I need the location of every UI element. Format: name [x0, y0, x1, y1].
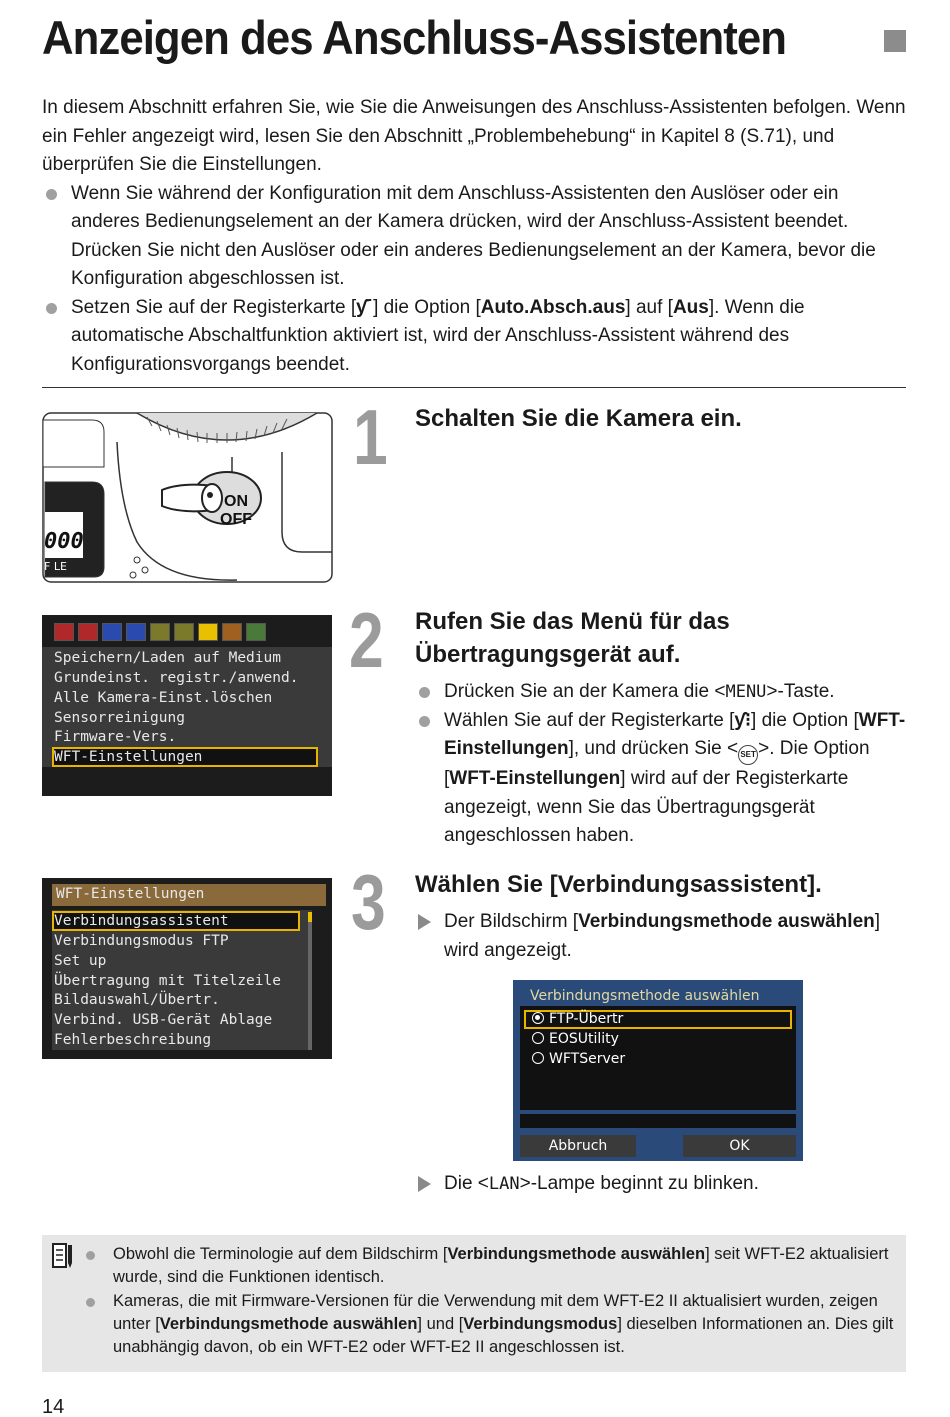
- note-icon: [50, 1241, 76, 1271]
- text: Obwohl die Terminologie auf dem Bildschirm [: [113, 1245, 448, 1263]
- screen-name: Verbindungsmodus: [463, 1314, 618, 1333]
- step-1-heading: Schalten Sie die Kamera ein.: [415, 405, 742, 432]
- option-label: EOSUtility: [549, 1031, 619, 1047]
- conn-option: [532, 1051, 625, 1067]
- ok-button: OK: [683, 1135, 796, 1157]
- text: ] die Option [: [373, 296, 481, 318]
- text: ] die Option [: [751, 709, 859, 731]
- lan-lamp-label: LAN: [488, 1174, 520, 1194]
- step-2-heading: [415, 605, 730, 671]
- conn-title: Verbindungsmethode auswählen: [530, 988, 760, 1004]
- menu-tab: [174, 623, 194, 641]
- step-3-body: [415, 908, 910, 965]
- page-number: 14: [42, 1396, 65, 1417]
- scrollbar-track: [308, 912, 312, 1050]
- step-3-result-2-block: [415, 1170, 910, 1199]
- step-2-body: [415, 678, 910, 851]
- note-bullet-1: [84, 1243, 896, 1290]
- menu-tab: [78, 623, 98, 641]
- step-3-heading: Wählen Sie [Verbindungsassistent].: [415, 871, 822, 898]
- wft-item: Set up: [54, 953, 107, 969]
- menu-tab-active: [198, 623, 218, 641]
- menu-item: Speichern/Laden auf Medium: [54, 650, 281, 666]
- wft-item-selected: Verbindungsassistent: [54, 913, 298, 929]
- step-2-bullet-1: [415, 678, 910, 707]
- illus-lcd-digits: 000: [44, 529, 84, 554]
- text: Kameras, die mit Firmware-Versionen für die Verwendung mit dem WFT-E2 II aktualisiert wurden, zeigen unter [: [113, 1291, 878, 1333]
- text: ] auf [: [625, 296, 673, 318]
- set-button-icon: SET: [738, 745, 758, 765]
- text: Die <: [444, 1173, 489, 1194]
- option-label: WFTServer: [549, 1051, 626, 1067]
- option-label: FTP-Übertr: [549, 1011, 624, 1027]
- menu-item: Alle Kamera-Einst.löschen: [54, 690, 273, 706]
- menu-tab: [246, 623, 266, 641]
- intro-paragraph: In diesem Abschnitt erfahren Sie, wie Sie die Anweisungen des Anschluss-Assistenten befolgen. Wenn ein Fehler angezeigt wird, lesen Sie den Abschnitt „Problembehebung“ in Kapitel 8 (S.71), und überprüfen Sie die Einstellungen.: [42, 97, 906, 175]
- title-marker: [884, 30, 906, 52]
- note-bullet-2: [84, 1290, 896, 1360]
- option-value: Aus: [672, 296, 709, 318]
- text: ] dieselben Informationen an. Dies gilt unabhängig davon, ob ein WFT-E2 oder WFT-E2 II angeschlossen ist.: [113, 1314, 894, 1357]
- menu-item: Grundeinst. registr./anwend.: [54, 670, 299, 686]
- tab-icon: ƴ⁝: [734, 709, 752, 731]
- text: >-Lampe beginnt zu blinken.: [519, 1173, 759, 1194]
- wft-title: WFT-Einstellungen: [56, 886, 205, 902]
- text: Drücken Sie an der Kamera die <: [444, 681, 726, 702]
- heading-line: Rufen Sie das Menü für das: [415, 608, 730, 635]
- text: ], und drücken Sie <: [568, 738, 739, 759]
- cancel-button: Abbruch: [520, 1135, 636, 1157]
- menu-tab: [102, 623, 122, 641]
- note-box: [42, 1235, 906, 1372]
- intro-bullet-2: [42, 294, 912, 380]
- text: >. Die Option [: [444, 738, 870, 789]
- menu-tabs: [54, 623, 266, 641]
- menu-tab: [126, 623, 146, 641]
- step-1-number: 1: [353, 393, 388, 481]
- option-name: Auto.Absch.aus: [480, 296, 626, 318]
- menu-tab: [150, 623, 170, 641]
- conn-option: [532, 1031, 619, 1047]
- text: ] und [: [417, 1314, 464, 1333]
- wft-item: Verbind. USB-Gerät Ablage: [54, 1012, 273, 1028]
- intro-bullet-1: Wenn Sie während der Konfiguration mit dem Anschluss-Assistenten den Auslöser oder ein anderes Bedienungselement an der Kamera drücken, wird der Anschluss-Assistent beendet. Drücken Sie nicht den Auslöser oder ein anderes Bedienungselement an der Kamera, bevor die Konfiguration abgeschlossen ist.: [42, 180, 912, 294]
- camera-power-switch-illustration: [42, 412, 333, 583]
- screen-name: Verbindungsmethode auswählen: [578, 911, 875, 932]
- text: ] wird auf der Registerkarte angezeigt, wenn Sie das Übertragungsgerät angeschlossen haben.: [444, 768, 849, 846]
- text: Wählen Sie auf der Registerkarte [: [444, 709, 735, 731]
- conn-option-list: [520, 1006, 796, 1110]
- screen-name: Verbindungsmethode auswählen: [447, 1245, 706, 1263]
- connection-method-screen: [513, 980, 803, 1161]
- scrollbar-thumb: [308, 912, 312, 922]
- page-title: Anzeigen des Anschluss-Assistenten: [42, 11, 787, 64]
- step-3-number: 3: [351, 858, 386, 946]
- menu-tab: [54, 623, 74, 641]
- text: >-Taste.: [766, 681, 835, 702]
- text: ] wird angezeigt.: [444, 911, 881, 961]
- step-2-number: 2: [349, 596, 384, 684]
- radio-icon: [532, 1032, 544, 1044]
- note-text: [84, 1243, 896, 1359]
- screen-name: Verbindungsmethode auswählen: [159, 1314, 418, 1333]
- option-name: WFT-Einstellungen: [444, 709, 906, 759]
- heading-line: Übertragungsgerät auf.: [415, 641, 681, 668]
- radio-icon: [532, 1052, 544, 1064]
- step-3-result-2: [415, 1170, 910, 1199]
- wft-item: Verbindungsmodus FTP: [54, 933, 229, 949]
- menu-item: Sensorreinigung: [54, 710, 185, 726]
- text: Setzen Sie auf der Registerkarte [: [71, 296, 357, 318]
- text: Der Bildschirm [: [444, 911, 579, 932]
- text: ] seit WFT-E2 aktualisiert wurde, sind die Funktionen identisch.: [113, 1245, 889, 1287]
- conn-option-selected: [532, 1011, 623, 1027]
- wft-settings-screen: [42, 878, 332, 1059]
- step-2-bullet-2: [415, 707, 910, 851]
- option-name: WFT-Einstellungen: [449, 768, 621, 789]
- menu-key-label: MENU: [725, 682, 767, 702]
- conn-spacer: [520, 1114, 796, 1128]
- radio-selected-icon: [532, 1012, 544, 1024]
- illus-label: F LE: [44, 560, 67, 573]
- camera-menu-screen: [42, 615, 332, 796]
- illus-on-label: ON: [224, 493, 248, 510]
- illus-off-label: OFF: [220, 511, 252, 528]
- divider: [42, 387, 906, 388]
- text: ]. Wenn die automatische Abschaltfunktion aktiviert ist, wird der Anschluss-Assistent während des Konfigurationsvorgangs beendet.: [71, 296, 805, 375]
- menu-item-selected: WFT-Einstellungen: [54, 749, 316, 765]
- intro-section: [42, 94, 912, 379]
- wft-item: Bildauswahl/Übertr.: [54, 992, 220, 1008]
- wft-item: Übertragung mit Titelzeile: [54, 973, 281, 989]
- step-3-result-1: [415, 908, 910, 965]
- menu-tab: [222, 623, 242, 641]
- menu-item: Firmware-Vers.: [54, 729, 177, 745]
- wft-item: Fehlerbeschreibung: [54, 1032, 212, 1048]
- tab-icon: ƴ˙: [356, 296, 374, 318]
